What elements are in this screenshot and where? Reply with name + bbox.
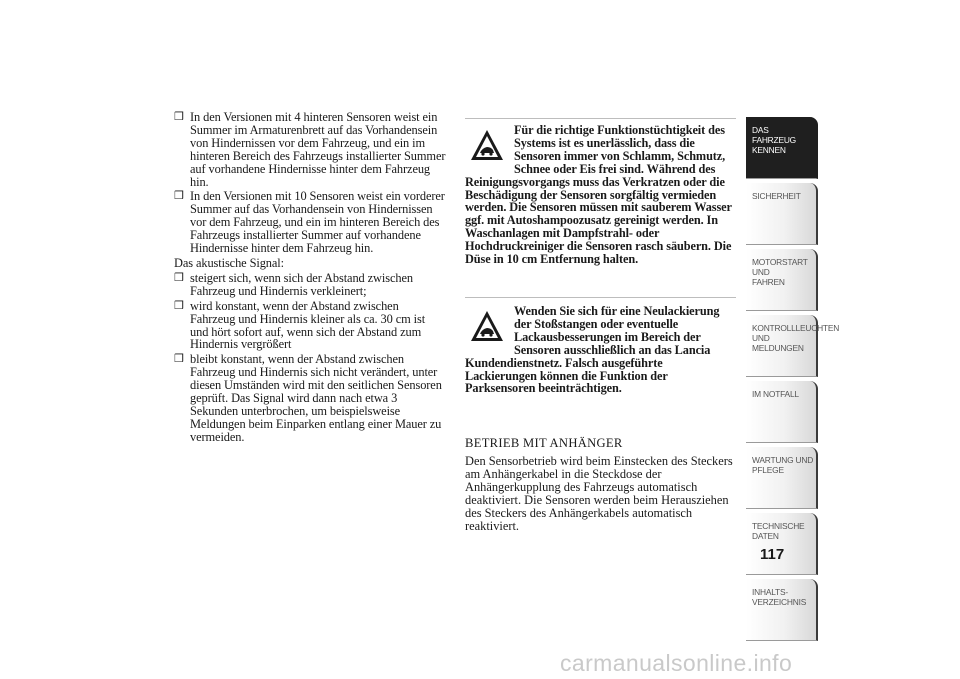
tab-inhaltsverzeichnis[interactable] bbox=[746, 579, 818, 641]
bullet-text: In den Versionen mit 4 hinteren Sensoren weist ein Summer im Armaturenbrett auf das Vorhandensein von Hindernissen vor dem Fahrzeug, und ein im hinteren Bereich des Fahrzeugs installierter Summer auf vorhandene Hindernisse hinter dem Fahrzeug hin. bbox=[190, 110, 446, 189]
section-body: Den Sensorbetrieb wird beim Einstecken des Steckers am Anhängerkabel in die Steckdose der Anhängerkupplung des Fahrzeugs automatisch deaktiviert. Die Sensoren werden beim Herausziehen des Steckers des Anhängerkabels automatisch reaktiviert. bbox=[465, 454, 733, 533]
warning-text: Für die richtige Funktionstüchtigkeit des Systems ist es unerlässlich, dass die Sensoren immer von Schlamm, Schmutz, Schnee oder Eis frei sind. Während des Reinigungsvorgangs muss das Verkratzen oder die Beschädigung der Sensoren sorgfältig vermieden werden. Die Sensoren müssen mit sauberem Wasser ggf. mit Autoshampoozusatz gereinigt werden. In Waschanlagen mit Dampfstrahl- oder Hochdruckreiniger die Sensoren rasch säubern. Die Düse in 10 cm Entfernung halten. bbox=[465, 123, 732, 267]
bullet-text: In den Versionen mit 10 Sensoren weist ein vorderer Summer auf das Vorhandensein von Hindernissen vor dem Fahrzeug, und ein im hinteren Bereich des Fahrzeugs installierter Summer auf vorhandene Hindernisse hinter dem Fahrzeug hin. bbox=[190, 189, 445, 256]
tab-label: SICHERHEIT bbox=[752, 191, 801, 201]
bullet-text: bleibt konstant, wenn der Abstand zwischen Fahrzeug und Hindernis sich nicht verändert, unter diesen Umständen wird mit den seitlichen Sensoren geprüft. Das Signal wird dann nach etwa 3 Sekunden unterbrochen, um beispielsweise Meldungen beim Einparken entlang einer Mauer zu vermeiden. bbox=[190, 352, 442, 444]
checkbox-bullet-icon: ❒ bbox=[174, 111, 184, 123]
bullet-text: wird konstant, wenn der Abstand zwischen Fahrzeug und Hindernis kleiner als ca. 30 cm ist und hört sofort auf, wenn sich der Abstand zum Hindernis vergrößert bbox=[190, 298, 426, 352]
warning-text: Wenden Sie sich für eine Neulackierung der Stoßstangen oder eventuelle Lackausbesserungen im Bereich der Sensoren ausschließlich an das Lancia Kundendienstnetz. Falsch ausgeführte Lackierungen können die Funktion der Parksensoren beeinträchtigen. bbox=[465, 304, 720, 396]
watermark: carmanualsonline.info bbox=[560, 650, 793, 676]
tab-label: IM NOTFALL bbox=[752, 389, 799, 399]
checkbox-bullet-icon: ❒ bbox=[174, 271, 184, 284]
chapter-tabs bbox=[746, 117, 840, 645]
tab-kontrollleuchten[interactable] bbox=[746, 315, 840, 377]
tab-label: KONTROLLLEUCHTEN UND MELDUNGEN bbox=[752, 323, 840, 353]
checkbox-bullet-icon: ❒ bbox=[174, 299, 184, 312]
tab-sicherheit[interactable] bbox=[746, 183, 818, 245]
tab-technische-daten[interactable] bbox=[746, 513, 818, 575]
bullet-item bbox=[174, 111, 446, 188]
tab-label: MOTORSTART UND FAHREN bbox=[752, 257, 808, 287]
paragraph: Das akustische Signal: bbox=[174, 255, 284, 270]
section-title: BETRIEB MIT ANHÄNGER bbox=[465, 436, 623, 450]
tab-label: INHALTS- VERZEICHNIS bbox=[752, 587, 807, 607]
bullet-item bbox=[174, 353, 446, 443]
tab-im-notfall[interactable] bbox=[746, 381, 818, 443]
warning-box bbox=[465, 305, 737, 395]
tab-label: DAS FAHRZEUG KENNEN bbox=[752, 125, 796, 155]
divider bbox=[465, 118, 736, 119]
page-number: 117 bbox=[760, 546, 785, 563]
tab-das-fahrzeug-kennen[interactable] bbox=[746, 117, 818, 179]
warning-box bbox=[465, 124, 737, 266]
bullet-item bbox=[174, 272, 446, 298]
tab-wartung-und-pflege[interactable] bbox=[746, 447, 818, 509]
left-column bbox=[174, 111, 446, 446]
bullet-text: steigert sich, wenn sich der Abstand zwischen Fahrzeug und Hindernis verkleinert; bbox=[190, 270, 413, 298]
car-warning-icon bbox=[469, 308, 505, 344]
checkbox-bullet-icon: ❒ bbox=[174, 353, 184, 366]
bullet-item bbox=[174, 300, 446, 352]
bullet-item bbox=[174, 190, 446, 255]
car-warning-icon bbox=[469, 127, 505, 163]
tab-label: WARTUNG UND PFLEGE bbox=[752, 455, 814, 475]
tab-label: TECHNISCHE DATEN bbox=[752, 521, 805, 541]
checkbox-bullet-icon: ❒ bbox=[174, 190, 184, 203]
divider bbox=[465, 297, 736, 298]
tab-motorstart-und-fahren[interactable] bbox=[746, 249, 818, 311]
